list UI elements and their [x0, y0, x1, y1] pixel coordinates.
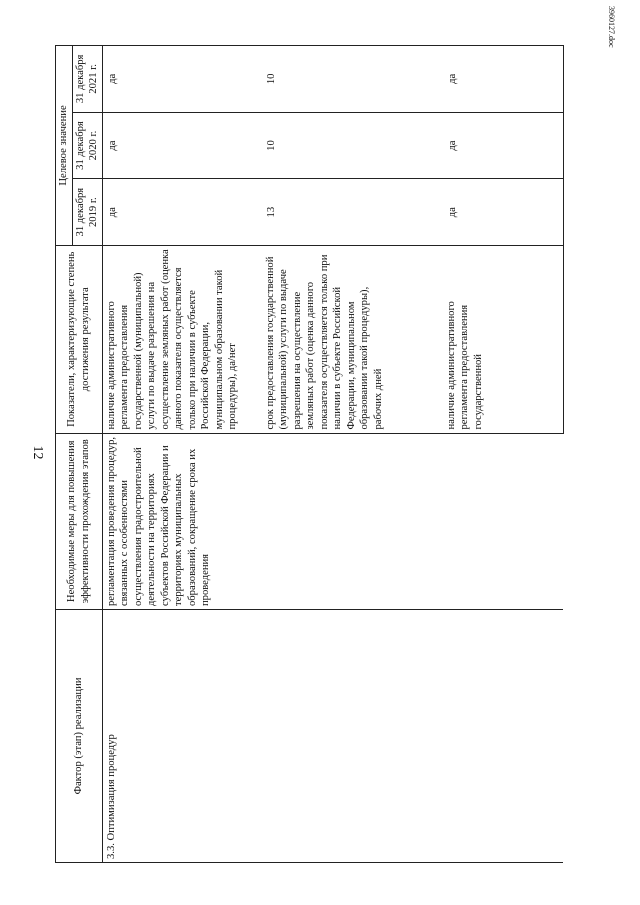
- factor-cell: 3.3. Оптимизация процедур: [102, 610, 563, 863]
- value-2021: да: [443, 46, 564, 113]
- value-2021: 10: [262, 46, 443, 113]
- header-factor: Фактор (этап) реализации: [56, 610, 103, 863]
- header-indicator: Показатели, характеризующие степень достижения результата: [56, 245, 103, 433]
- value-2019: да: [102, 179, 262, 246]
- page-number: 12: [30, 445, 45, 460]
- header-date-2020: 31 декабря 2020 г.: [72, 112, 102, 179]
- table-row: [102, 46, 262, 863]
- value-2020: да: [443, 112, 564, 179]
- indicator-cell: срок предоставления государственной (муниципальной) услуги по выдаче разрешения на осуществление земляных работ (оценка данного показателя осуществляется только при наличии в субъекте Российской Федерации, муниципальном образовании такой процедуры), рабочих дней: [262, 245, 443, 433]
- header-target-value: Целевое значение: [56, 46, 73, 246]
- value-2021: да: [102, 46, 262, 113]
- document-code: 3960127.doc: [607, 6, 616, 48]
- targets-table: [55, 45, 564, 863]
- value-2019: 13: [262, 179, 443, 246]
- indicator-cell: наличие административного регламента предоставления государственной: [443, 245, 564, 433]
- header-date-2021: 31 декабря 2021 г.: [72, 46, 102, 113]
- value-2020: 10: [262, 112, 443, 179]
- indicator-cell: наличие административного регламента предоставления государственной (муниципальной) услуги по выдаче разрешения на осуществление земляных работ (оценка данного показателя осуществляется только при наличии в субъекте Российской Федерации, муниципальном образовании такой процедуры), да/нет: [102, 245, 262, 433]
- header-date-2019: 31 декабря 2019 г.: [72, 179, 102, 246]
- header-measures: Необходимые меры для повышения эффективности прохождения этапов: [56, 433, 103, 609]
- measures-cell: регламентация проведения процедур, связанных с особенностями осуществления градостроительной деятельности на территориях субъектов Российской Федерации и территориях муниципальных образований, сокращение срока их проведения: [102, 433, 563, 609]
- value-2020: да: [102, 112, 262, 179]
- value-2019: да: [443, 179, 564, 246]
